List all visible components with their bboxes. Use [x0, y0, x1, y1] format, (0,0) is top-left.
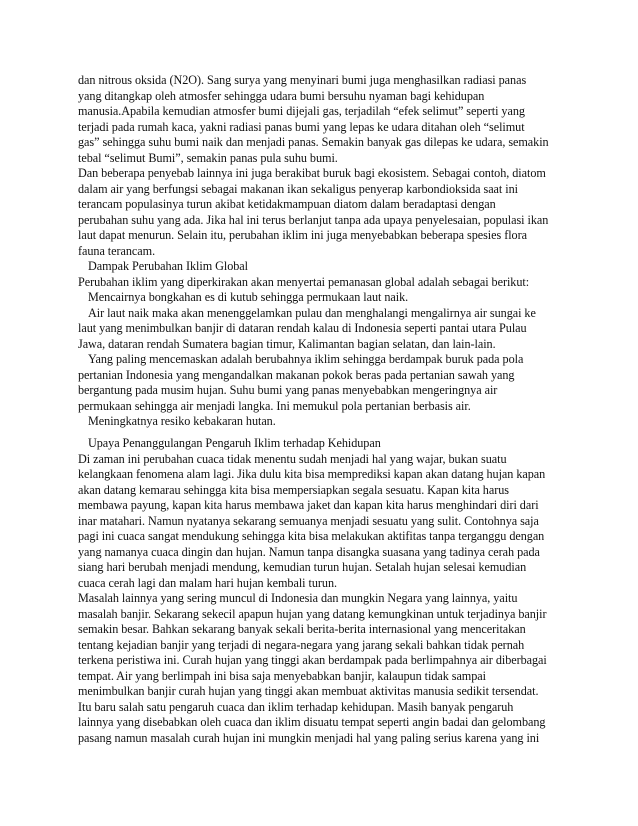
text-line: terjadi pada rumah kaca, yakni radiasi panas bumi yang lepas ke udara ditahan oleh “selimut: [78, 119, 525, 134]
text-line: Itu baru salah satu pengaruh cuaca dan iklim terhadap kehidupan. Masih banyak pengaruh: [78, 699, 514, 714]
text-line: yang ditangkap oleh atmosfer sehingga udara bumi bersuhu nyaman bagi kehidupan: [78, 88, 485, 103]
text-line: laut yang menimbulkan banjir di dataran rendah kalau di Indonesia seperti pantai utara Pulau: [78, 321, 527, 335]
text-line: semakin besar. Bahkan sekarang banyak sekali berita-berita internasional yang menceritakan: [78, 622, 526, 636]
text-line: pasang namun masalah curah hujan ini mungkin menjadi hal yang paling serius karena yang ini: [78, 730, 540, 745]
text-line: Mencairnya bongkahan es di kutub sehingga permukaan laut naik.: [88, 290, 409, 304]
text-line: Upaya Penanggulangan Pengaruh Iklim terhadap Kehidupan: [88, 436, 381, 450]
text-line: fauna terancam.: [78, 243, 156, 258]
text-line: gas” sehingga suhu bumi naik dan menjadi panas. Semakin banyak gas dilepas ke udara, semakin: [78, 135, 549, 149]
text-line: terancam populasinya turun akibat ketidakmampuan diatom dalam beradaptasi dengan: [78, 197, 496, 211]
text-block-climate-impact: [78, 73, 578, 430]
text-line: Meningkatnya resiko kebakaran hutan.: [88, 414, 276, 428]
text-line: Air laut naik maka akan menenggelamkan pulau dan menghalangi mengalirnya air sungai ke: [88, 305, 536, 320]
text-line: yang namanya cuaca dingin dan hujan. Namun tanpa disangka suasana yang tadinya cerah pada: [78, 544, 540, 559]
text-line: akan datang kemarau sehingga kita bisa mempersiapkan segala sesuatu. Kapan kita harus: [78, 482, 509, 497]
text-line: inar matahari. Namun nyatanya sekarang semuanya menjadi sesuatu yang sulit. Contohnya saja: [78, 513, 539, 528]
text-line: tentang kejadian banjir yang terjadi di negara-negara yang jarang sekali bahkan tidak pernah: [78, 637, 525, 652]
text-line: Yang paling mencemaskan adalah berubahnya iklim sehingga berdampak buruk pada pola: [88, 352, 524, 366]
text-line: dalam air yang berfungsi sebagai makanan ikan sekaligus penyerap karbondioksida saat ini: [78, 181, 518, 196]
text-line: bergantung pada musim hujan. Suhu bumi yang panas menyebabkan mengeringnya air: [78, 383, 498, 397]
text-line: perubahan suhu yang ada. Jika hal ini terus berlanjut tanpa ada upaya penyelesaian, populasi ikan: [78, 212, 549, 227]
text-line: Masalah lainnya yang sering muncul di Indonesia dan mungkin Negara yang lainnya, yaitu: [78, 591, 518, 605]
text-line: manusia.Apabila kemudian atmosfer bumi dijejali gas, terjadilah “efek selimut” seperti yang: [78, 104, 525, 118]
text-line: tebal “selimut Bumi”, semakin panas pula suhu bumi.: [78, 150, 338, 165]
text-line: pertanian Indonesia yang mengandalkan makanan pokok beras pada pertanian sawah yang: [78, 367, 515, 382]
text-line: lainnya yang disebabkan oleh cuaca dan iklim disuatu tempat seperti angin badai dan gelombang: [78, 715, 546, 729]
text-line: masalah banjir. Sekarang sekecil apapun hujan yang datang kemungkinan untuk terjadinya banjir: [78, 606, 547, 621]
text-line: laut dapat menurun. Selain itu, perubahan iklim ini juga menyebabkan beberapa spesies flora: [78, 228, 527, 242]
text-line: terkena peristiwa ini. Curah hujan yang tinggi akan berdampak pada berlimpahnya air diberbagai: [78, 653, 547, 667]
text-line: Dan beberapa penyebab lainnya ini juga berakibat buruk bagi ekosistem. Sebagai contoh, diatom: [78, 166, 546, 180]
text-line: dan nitrous oksida (N2O). Sang surya yang menyinari bumi juga menghasilkan radiasi panas: [78, 73, 527, 87]
text-line: permukaan sehingga air menjadi langka. Ini memukul pola pertanian berbasis air.: [78, 398, 471, 413]
text-block-mitigation: [78, 436, 578, 746]
text-line: Perubahan iklim yang diperkirakan akan menyertai pemanasan global adalah sebagai berikut:: [78, 274, 530, 289]
text-line: membawa payung, kapan kita harus membawa jaket dan kapan kita harus menghindari diri dari: [78, 498, 539, 512]
text-line: menimbulkan banjir curah hujan yang tinggi akan membuat aktivitas manusia sedikit tersendat.: [78, 684, 539, 698]
text-line: Dampak Perubahan Iklim Global: [88, 259, 248, 273]
text-line: Di zaman ini perubahan cuaca tidak menentu sudah menjadi hal yang wajar, bukan suatu: [78, 451, 507, 466]
text-line: tempat. Air yang berlimpah ini bisa saja menyebabkan banjir, kalaupun tidak sampai: [78, 668, 486, 683]
text-line: cuaca cerah lagi dan malam hari hujan kembali turun.: [78, 575, 337, 590]
text-line: kelangkaan fenomena alam lagi. Jika dulu kita bisa memprediksi kapan akan datang hujan kapan: [78, 467, 546, 481]
text-line: pagi ini cuaca sangat mendukung sehingga kita bisa melakukan aktifitas tanpa terganggu dengan: [78, 529, 545, 543]
text-line: Jawa, dataran rendah Sumatera bagian timur, Kalimantan bagian selatan, dan lain-lain.: [78, 336, 496, 351]
text-line: siang hari berubah menjadi mendung, kemudian turun hujan. Setalah hujan selesai kemudian: [78, 560, 527, 574]
